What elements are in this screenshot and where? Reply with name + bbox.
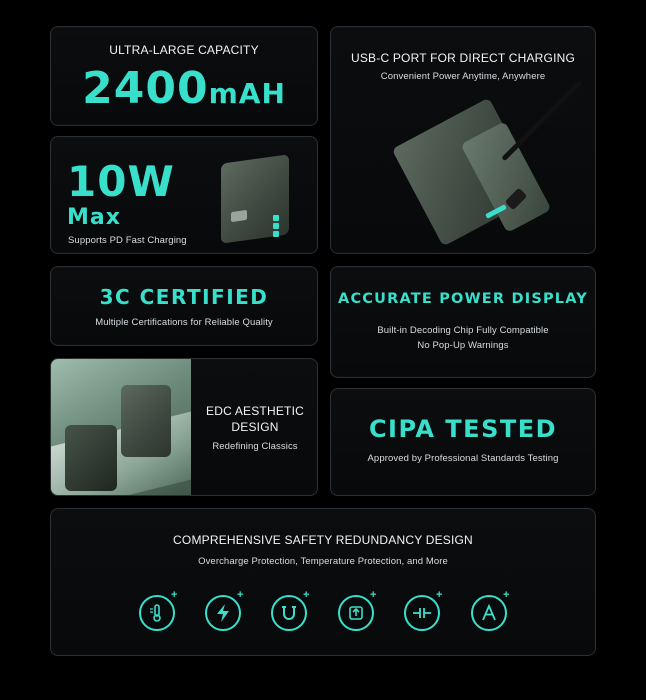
short-circuit-icon bbox=[404, 595, 440, 631]
safety-heading: COMPREHENSIVE SAFETY REDUNDANCY DESIGN bbox=[173, 533, 473, 547]
overcharge-icon bbox=[338, 595, 374, 631]
usbc-heading: USB-C PORT FOR DIRECT CHARGING bbox=[350, 51, 576, 65]
edc-heading bbox=[191, 403, 318, 435]
magnet-plus-icon: + bbox=[303, 589, 310, 601]
magnet-icon bbox=[271, 595, 307, 631]
overcharge-plus-icon: + bbox=[370, 589, 377, 601]
edc-card bbox=[50, 358, 318, 496]
display-heading: ACCURATE POWER DISPLAY bbox=[338, 291, 588, 307]
power-subtitle: Supports PD Fast Charging bbox=[68, 235, 187, 246]
power-card bbox=[50, 136, 318, 254]
short-circuit-plus-icon: + bbox=[436, 589, 443, 601]
edc-subtitle: Redefining Classics bbox=[212, 441, 298, 452]
temperature-plus-icon: + bbox=[171, 589, 178, 601]
usbc-subtitle: Convenient Power Anytime, Anywhere bbox=[380, 71, 546, 82]
safety-card bbox=[50, 508, 596, 656]
capacity-value: 2400 bbox=[82, 63, 209, 114]
current-icon bbox=[471, 595, 507, 631]
safety-subtitle: Overcharge Protection, Temperature Protection, and More bbox=[198, 556, 448, 567]
certified-card bbox=[50, 266, 318, 346]
display-card bbox=[330, 266, 596, 378]
display-line2: No Pop-Up Warnings bbox=[417, 340, 509, 351]
capacity-unit: mAH bbox=[208, 77, 286, 110]
edc-heading-line1: EDC AESTHETIC bbox=[206, 404, 304, 418]
cipa-heading: CIPA TESTED bbox=[368, 415, 558, 443]
capacity-card bbox=[50, 26, 318, 126]
power-value: 10W bbox=[67, 157, 175, 206]
capacity-heading: ULTRA-LARGE CAPACITY bbox=[109, 43, 259, 57]
temperature-icon bbox=[139, 595, 175, 631]
certified-subtitle: Multiple Certifications for Reliable Quality bbox=[95, 317, 273, 328]
cipa-subtitle: Approved by Professional Standards Testing bbox=[367, 453, 559, 464]
cipa-card bbox=[330, 388, 596, 496]
lightning-plus-icon: + bbox=[237, 589, 244, 601]
lightning-icon bbox=[205, 595, 241, 631]
capacity-value-row bbox=[51, 63, 317, 114]
edc-photo bbox=[51, 359, 191, 496]
edc-heading-line2: DESIGN bbox=[231, 420, 279, 434]
current-plus-icon: + bbox=[503, 589, 510, 601]
usbc-card bbox=[330, 26, 596, 254]
battery-image bbox=[211, 151, 307, 245]
power-suffix: Max bbox=[67, 205, 121, 230]
battery-with-cable-image bbox=[391, 97, 591, 247]
certified-heading: 3C CERTIFIED bbox=[99, 285, 269, 309]
display-line1: Built-in Decoding Chip Fully Compatible bbox=[377, 325, 549, 336]
